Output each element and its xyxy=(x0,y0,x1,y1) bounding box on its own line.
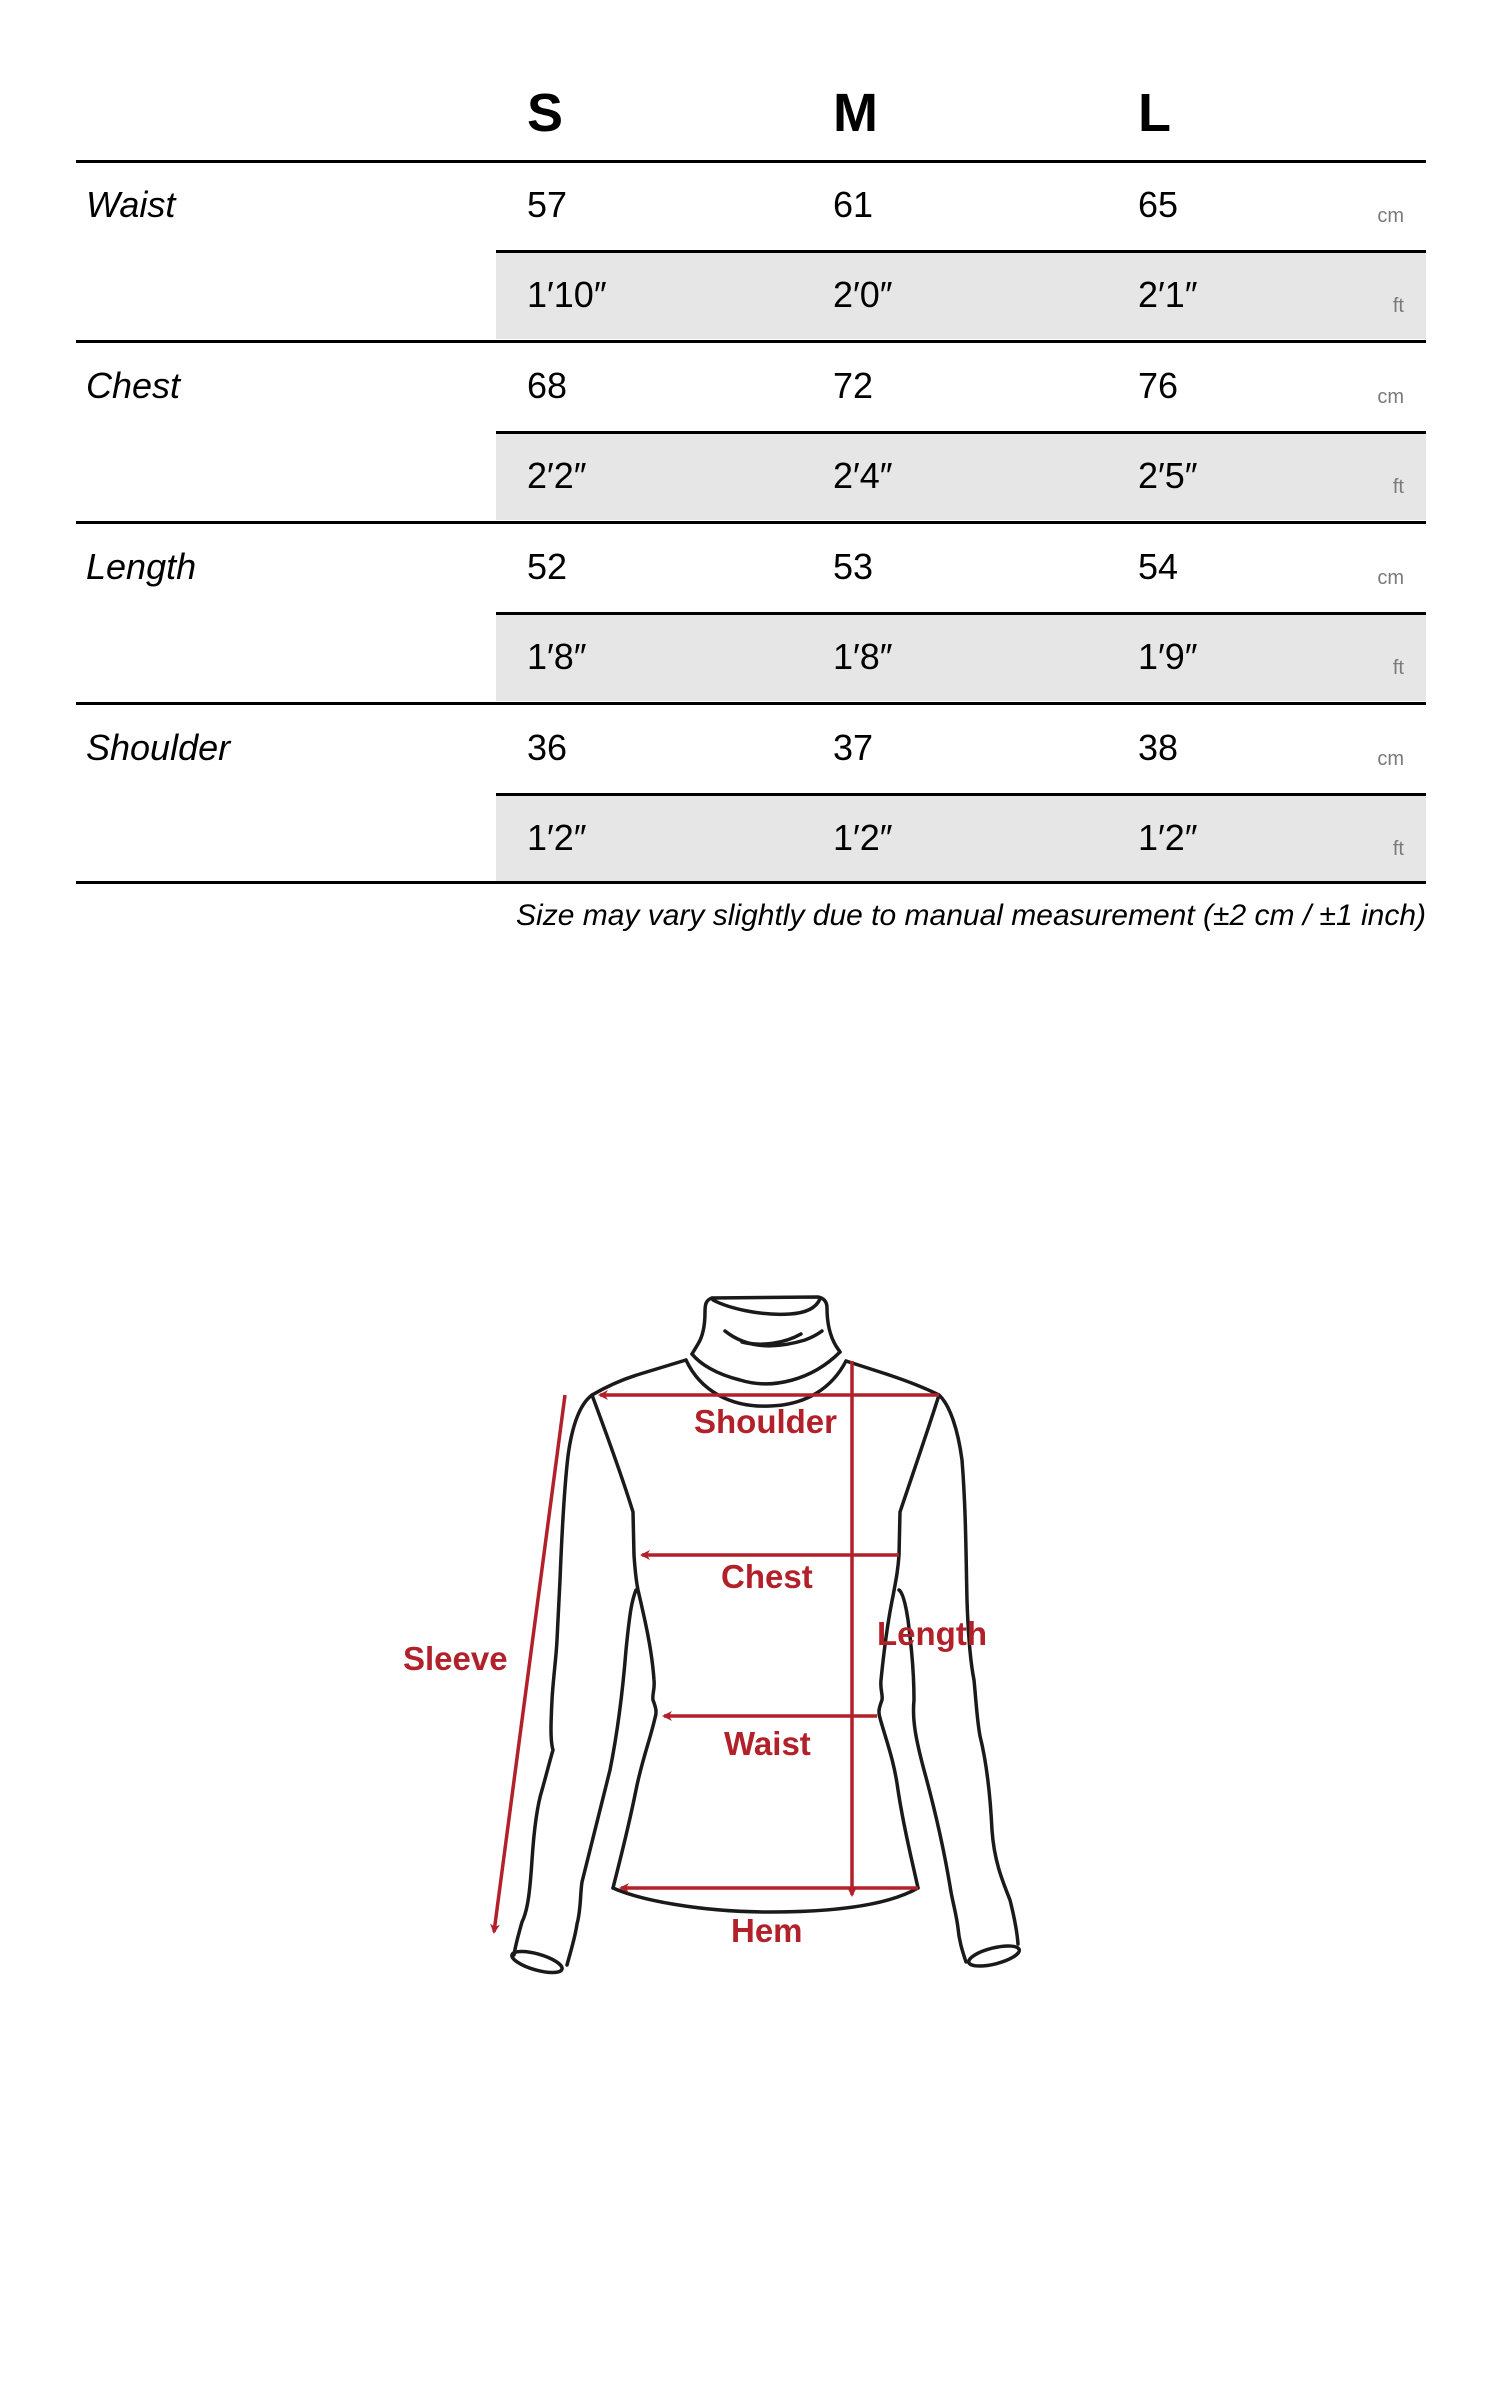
value-ft-m: 1′8″ xyxy=(833,636,893,677)
value-ft-l: 1′9″ xyxy=(1138,636,1198,677)
size-header-m: M xyxy=(833,83,878,143)
value-cm-s: 57 xyxy=(527,184,568,225)
diagram-label-waist: Waist xyxy=(724,1725,811,1762)
value-ft-s: 1′2″ xyxy=(527,817,587,858)
value-cm-s: 36 xyxy=(527,727,568,768)
value-cm-l: 54 xyxy=(1138,546,1179,587)
measurement-label: Waist xyxy=(86,184,176,225)
unit-ft: ft xyxy=(1392,295,1404,317)
group-divider xyxy=(76,521,1426,524)
diagram-label-shoulder: Shoulder xyxy=(694,1403,838,1440)
unit-cm: cm xyxy=(1377,205,1404,227)
group-divider xyxy=(76,340,1426,343)
unit-ft: ft xyxy=(1392,476,1404,498)
value-cm-m: 37 xyxy=(833,727,874,768)
unit-ft: ft xyxy=(1392,657,1404,679)
sub-row-divider xyxy=(496,612,1426,615)
diagram-label-chest: Chest xyxy=(721,1558,813,1595)
value-ft-s: 1′10″ xyxy=(527,274,607,315)
sub-row-divider xyxy=(496,250,1426,253)
table-top-divider xyxy=(76,160,1426,163)
measurement-label: Chest xyxy=(86,365,181,406)
size-header-l: L xyxy=(1138,83,1171,143)
value-ft-s: 2′2″ xyxy=(527,455,587,496)
sub-row-divider xyxy=(496,431,1426,434)
unit-cm: cm xyxy=(1377,386,1404,408)
value-cm-l: 38 xyxy=(1138,727,1179,768)
value-cm-m: 61 xyxy=(833,184,874,225)
value-cm-m: 53 xyxy=(833,546,874,587)
size-header-s: S xyxy=(527,83,564,143)
unit-cm: cm xyxy=(1377,748,1404,770)
table-bottom-divider xyxy=(76,881,1426,884)
imperial-row-shade xyxy=(496,795,1426,882)
value-ft-m: 1′2″ xyxy=(833,817,893,858)
value-cm-s: 68 xyxy=(527,365,568,406)
diagram-label-length: Length xyxy=(877,1615,987,1652)
value-cm-l: 76 xyxy=(1138,365,1179,406)
measurement-label: Length xyxy=(86,546,197,587)
measurement-label: Shoulder xyxy=(86,727,231,768)
measurement-footnote: Size may vary slightly due to manual measurement (±2 cm / ±1 inch) xyxy=(516,899,1426,932)
diagram-label-hem: Hem xyxy=(731,1912,803,1949)
imperial-row-shade xyxy=(496,614,1426,701)
unit-ft: ft xyxy=(1392,838,1404,860)
imperial-row-shade xyxy=(496,252,1426,339)
value-ft-l: 1′2″ xyxy=(1138,817,1198,858)
value-cm-m: 72 xyxy=(833,365,874,406)
diagram-label-sleeve: Sleeve xyxy=(403,1640,508,1677)
value-ft-l: 2′5″ xyxy=(1138,455,1198,496)
value-ft-m: 2′4″ xyxy=(833,455,893,496)
value-ft-m: 2′0″ xyxy=(833,274,893,315)
group-divider xyxy=(76,702,1426,705)
sub-row-divider xyxy=(496,793,1426,796)
value-cm-s: 52 xyxy=(527,546,568,587)
value-cm-l: 65 xyxy=(1138,184,1179,225)
imperial-row-shade xyxy=(496,433,1426,520)
value-ft-s: 1′8″ xyxy=(527,636,587,677)
unit-cm: cm xyxy=(1377,567,1404,589)
value-ft-l: 2′1″ xyxy=(1138,274,1198,315)
